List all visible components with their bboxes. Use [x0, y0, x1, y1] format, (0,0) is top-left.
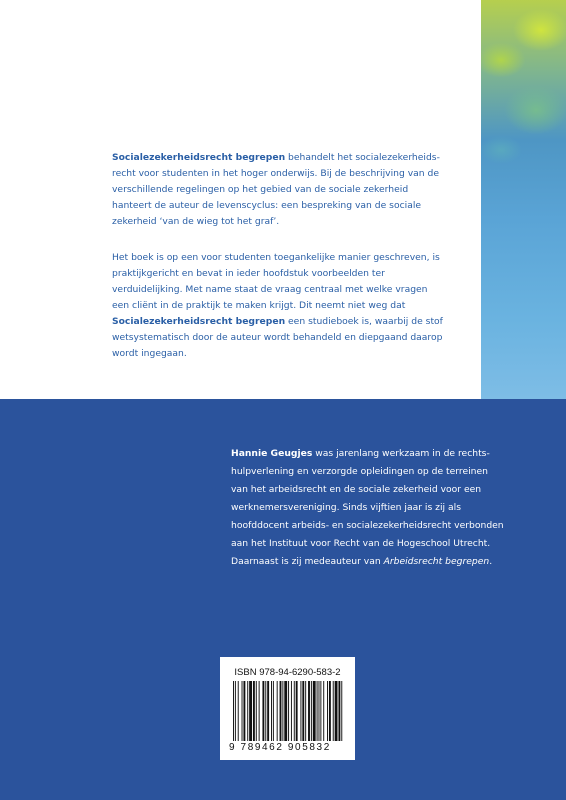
barcode-bar	[335, 681, 338, 741]
barcode-bar	[262, 681, 264, 741]
barcode-bar	[288, 681, 289, 741]
barcode-bar	[302, 681, 304, 741]
barcode-bar	[280, 681, 282, 741]
blurb-text: behandelt het socialezekerheids-recht voor studenten in het hoger onderwijs. Bij de beschrijving van de verschillende regelingen op het gebied van de sociale zekerheid hanteert de auteur de levenscyclus: een bespreking van de sociale zekerheid ‘van de wieg tot het graf’.	[112, 152, 440, 227]
barcode-bar	[249, 681, 252, 741]
barcode-bar	[300, 681, 301, 741]
barcode-bar	[338, 681, 340, 741]
barcode-bar	[271, 681, 272, 741]
author-bio-text-end: .	[489, 556, 493, 567]
blurb-paragraph-1	[112, 150, 447, 230]
barcode-digits: 9 789462 905832	[229, 742, 331, 753]
author-bio	[231, 445, 506, 571]
isbn-label: ISBN 978-94-6290-583-2	[234, 667, 341, 678]
barcode-bar	[296, 681, 298, 741]
barcode-bar	[243, 681, 245, 741]
barcode-bar	[320, 681, 321, 741]
barcode-bar	[311, 681, 312, 741]
barcode-bar	[313, 681, 316, 741]
barcode-bar	[253, 681, 255, 741]
barcode-bar	[319, 681, 320, 741]
barcode-bar	[329, 681, 331, 741]
barcode-bar	[327, 681, 328, 741]
barcode-bar	[267, 681, 269, 741]
barcode-bar	[235, 681, 236, 741]
barcode-bar	[291, 681, 292, 741]
barcode-bar	[265, 681, 266, 741]
barcode-bar	[294, 681, 295, 741]
blurb-text: een studieboek is, waarbij de stof wetsystematisch door de auteur wordt behandeld en diepgaand daarop wordt ingegaan.	[112, 316, 443, 359]
barcode-bar	[247, 681, 248, 741]
barcode-bar	[333, 681, 334, 741]
barcode-bar	[242, 681, 243, 741]
author-bio-text: was jarenlang werkzaam in de rechts-hulpverlening en verzorgde opleidingen op de terreinen van het arbeidsrecht en de sociale zekerheid voor een werknemersvereniging. Sinds vijftien jaar is zij als hoofddocent arbeids- en socialezekerheidsrecht verbonden aan het Instituut voor Recht van de Hogeschool Utrecht. Daarnaast is zij medeauteur van	[231, 448, 504, 567]
book-title: Socialezekerheidsrecht begrepen	[112, 316, 286, 327]
cover-photo-strip	[481, 0, 566, 399]
barcode-bar	[273, 681, 274, 741]
barcode-bar	[284, 681, 287, 741]
related-book-title: Arbeidsrecht begrepen	[383, 556, 490, 567]
barcode-bar	[305, 681, 306, 741]
barcode-bar	[256, 681, 257, 741]
barcode-bar	[259, 681, 260, 741]
blurb-paragraph-2	[112, 250, 447, 362]
author-name: Hannie Geugjes	[231, 448, 313, 459]
barcode-bar	[341, 681, 342, 741]
barcode-bar	[317, 681, 318, 741]
book-title: Socialezekerheidsrecht begrepen	[112, 152, 286, 163]
barcode-bar	[308, 681, 310, 741]
barcode-bars	[233, 681, 343, 741]
blurb-text: Het boek is op een voor studenten toegankelijke manier geschreven, is praktijkgericht en bevat in ieder hoofdstuk voorbeelden ter verduidelijking. Met name staat de vraag centraal met welke vragen een cliënt in de praktijk te maken krijgt. Dit neemt niet weg dat	[112, 252, 440, 311]
isbn-barcode	[220, 657, 355, 760]
barcode-bar	[277, 681, 278, 741]
barcode-bar	[282, 681, 283, 741]
barcode-bar	[233, 681, 234, 741]
barcode-bar	[238, 681, 239, 741]
barcode-bar	[323, 681, 324, 741]
